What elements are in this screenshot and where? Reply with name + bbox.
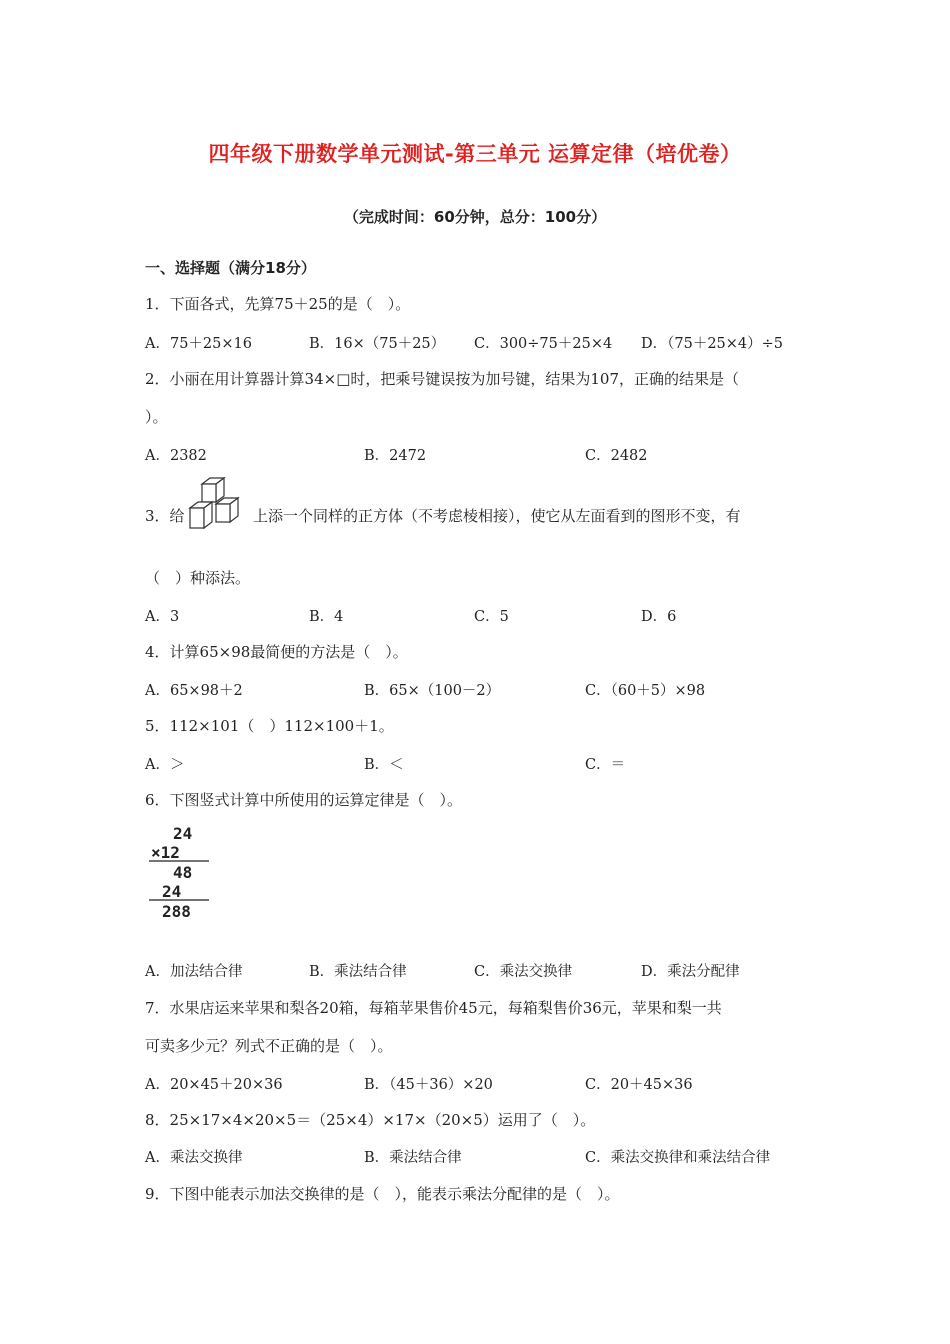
question-1: 1．下面各式，先算75＋25的是（ ）。 — [145, 295, 411, 313]
q7-option-b: B．（45＋36）×20 — [364, 1077, 493, 1093]
q6-option-c: C．乘法交换律 — [474, 964, 573, 980]
q7-option-a: A．20×45＋20×36 — [145, 1077, 283, 1093]
vertical-row-5: 288 — [162, 902, 191, 921]
question-3-prefix: 3．给 — [145, 507, 185, 525]
q5-option-b: B．＜ — [364, 757, 404, 773]
section-heading: 一、选择题（满分18分） — [145, 259, 316, 277]
q6-option-d: D．乘法分配律 — [641, 964, 740, 980]
question-8: 8．25×17×4×20×5＝（25×4）×17×（20×5）运用了（ ）。 — [145, 1111, 596, 1129]
page-title: 四年级下册数学单元测试-第三单元 运算定律（培优卷） — [208, 142, 742, 166]
question-2-line2: ）。 — [145, 408, 168, 426]
q5-option-a: A．＞ — [145, 757, 185, 773]
q4-option-b: B．65×（100－2） — [364, 683, 501, 699]
q3-option-c: C．5 — [474, 609, 509, 625]
q8-option-a: A．乘法交换律 — [145, 1150, 243, 1166]
q1-option-b: B．16×（75＋25） — [309, 336, 446, 352]
q8-option-c: C．乘法交换律和乘法结合律 — [585, 1150, 771, 1166]
question-6: 6．下图竖式计算中所使用的运算定律是（ ）。 — [145, 791, 463, 809]
q6-option-b: B．乘法结合律 — [309, 964, 407, 980]
vertical-row-2: ×12 — [151, 843, 180, 862]
q3-option-b: B．4 — [309, 609, 344, 625]
question-3-line1: 上添一个同样的正方体（不考虑棱相接），使它从左面看到的图形不变，有 — [253, 507, 741, 525]
q7-option-c: C．20＋45×36 — [585, 1077, 693, 1093]
question-4: 4．计算65×98最简便的方法是（ ）。 — [145, 643, 408, 661]
q5-option-c: C．＝ — [585, 757, 626, 773]
question-7-line2: 可卖多少元？列式不正确的是（ ）。 — [145, 1037, 393, 1055]
q3-option-a: A．3 — [145, 609, 180, 625]
question-9: 9．下图中能表示加法交换律的是（ ），能表示乘法分配律的是（ ）。 — [145, 1185, 620, 1203]
q2-option-a: A．2382 — [145, 448, 207, 464]
q4-option-a: A．65×98＋2 — [145, 683, 243, 699]
question-2-line1: 2．小丽在用计算器计算34×□时，把乘号键误按为加号键，结果为107，正确的结果是（ — [145, 370, 740, 388]
question-7-line1: 7．水果店运来苹果和梨各20箱，每箱苹果售价45元，每箱梨售价36元，苹果和梨一共 — [145, 999, 722, 1017]
q8-option-b: B．乘法结合律 — [364, 1150, 462, 1166]
vertical-row-1: 24 — [173, 824, 193, 843]
q1-option-a: A．75＋25×16 — [145, 336, 252, 352]
q2-option-c: C．2482 — [585, 448, 648, 464]
q2-option-b: B．2472 — [364, 448, 427, 464]
vertical-row-4: 24 — [162, 882, 182, 901]
vertical-multiplication — [145, 823, 215, 923]
q1-option-c: C．300÷75＋25×4 — [474, 336, 613, 352]
q6-option-a: A．加法结合律 — [145, 964, 243, 980]
exam-info: （完成时间：60分钟，总分：100分） — [343, 208, 607, 226]
q3-option-d: D．6 — [641, 609, 677, 625]
vertical-row-3: 48 — [173, 863, 193, 882]
cube-figure — [188, 476, 250, 532]
question-5: 5．112×101（ ）112×100＋1。 — [145, 717, 394, 735]
q4-option-c: C．（60＋5）×98 — [585, 683, 706, 699]
question-3-line2: （ ）种添法。 — [145, 569, 251, 587]
q1-option-d: D．（75＋25×4）÷5 — [641, 336, 784, 352]
